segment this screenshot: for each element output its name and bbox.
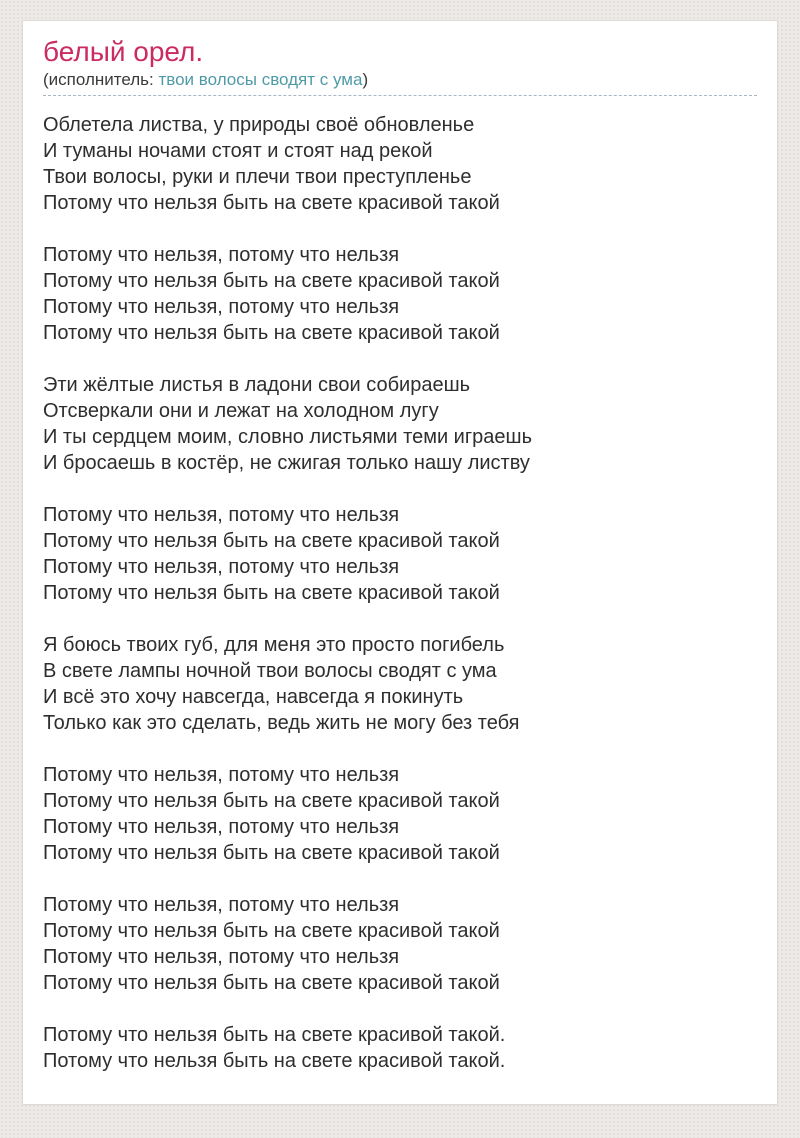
lyric-line: Потому что нельзя быть на свете красивой такой.: [43, 1050, 506, 1072]
artist-link[interactable]: твои волосы сводят с ума: [158, 70, 363, 89]
lyrics-text: [43, 112, 757, 1074]
lyric-line: Потому что нельзя, потому что нельзя: [43, 764, 400, 786]
lyric-line: Твои волосы, руки и плечи твои преступленье: [43, 166, 472, 188]
lyric-line: И ты сердцем моим, словно листьями теми играешь: [43, 426, 532, 448]
lyric-line: Только как это сделать, ведь жить не могу без тебя: [43, 712, 520, 734]
lyric-line: И бросаешь в костёр, не сжигая только нашу листву: [43, 452, 530, 474]
lyric-line: Потому что нельзя быть на свете красивой такой: [43, 972, 500, 994]
lyric-line: И всё это хочу навсегда, навсегда я покинуть: [43, 686, 464, 708]
page: [0, 20, 800, 1138]
lyric-line: Потому что нельзя быть на свете красивой такой: [43, 790, 500, 812]
lyric-line: Потому что нельзя, потому что нельзя: [43, 816, 400, 838]
lyric-line: Потому что нельзя, потому что нельзя: [43, 556, 400, 578]
lyric-stanza: [43, 892, 757, 996]
lyrics-card: [22, 20, 778, 1105]
lyric-line: Потому что нельзя быть на свете красивой такой: [43, 530, 500, 552]
lyric-line: Эти жёлтые листья в ладони свои собираешь: [43, 374, 471, 396]
lyric-line: Потому что нельзя быть на свете красивой такой: [43, 920, 500, 942]
lyric-stanza: [43, 632, 757, 736]
artist-label: (исполнитель:: [43, 70, 159, 89]
lyric-stanza: [43, 762, 757, 866]
lyric-stanza: [43, 242, 757, 346]
lyric-line: Я боюсь твоих губ, для меня это просто погибель: [43, 634, 505, 656]
lyric-line: Потому что нельзя быть на свете красивой такой.: [43, 1024, 506, 1046]
lyric-line: В свете лампы ночной твои волосы сводят с ума: [43, 660, 497, 682]
lyric-stanza: [43, 502, 757, 606]
song-title: белый орел.: [43, 36, 204, 67]
lyric-line: Потому что нельзя, потому что нельзя: [43, 244, 400, 266]
artist-close-paren: ): [362, 70, 369, 89]
lyric-line: Потому что нельзя, потому что нельзя: [43, 296, 400, 318]
artist-line: [43, 70, 757, 96]
lyric-line: Потому что нельзя, потому что нельзя: [43, 946, 400, 968]
lyric-line: Потому что нельзя быть на свете красивой такой: [43, 842, 500, 864]
lyric-line: Потому что нельзя быть на свете красивой такой: [43, 192, 500, 214]
lyric-line: Потому что нельзя, потому что нельзя: [43, 504, 400, 526]
lyric-line: И туманы ночами стоят и стоят над рекой: [43, 140, 433, 162]
lyric-stanza: [43, 112, 757, 216]
lyric-stanza: [43, 1022, 757, 1074]
lyric-stanza: [43, 372, 757, 476]
lyric-line: Отсверкали они и лежат на холодном лугу: [43, 400, 439, 422]
lyric-line: Потому что нельзя быть на свете красивой такой: [43, 582, 500, 604]
lyric-line: Облетела листва, у природы своё обновленье: [43, 114, 475, 136]
lyric-line: Потому что нельзя быть на свете красивой такой: [43, 270, 500, 292]
lyric-line: Потому что нельзя быть на свете красивой такой: [43, 322, 500, 344]
lyric-line: Потому что нельзя, потому что нельзя: [43, 894, 400, 916]
